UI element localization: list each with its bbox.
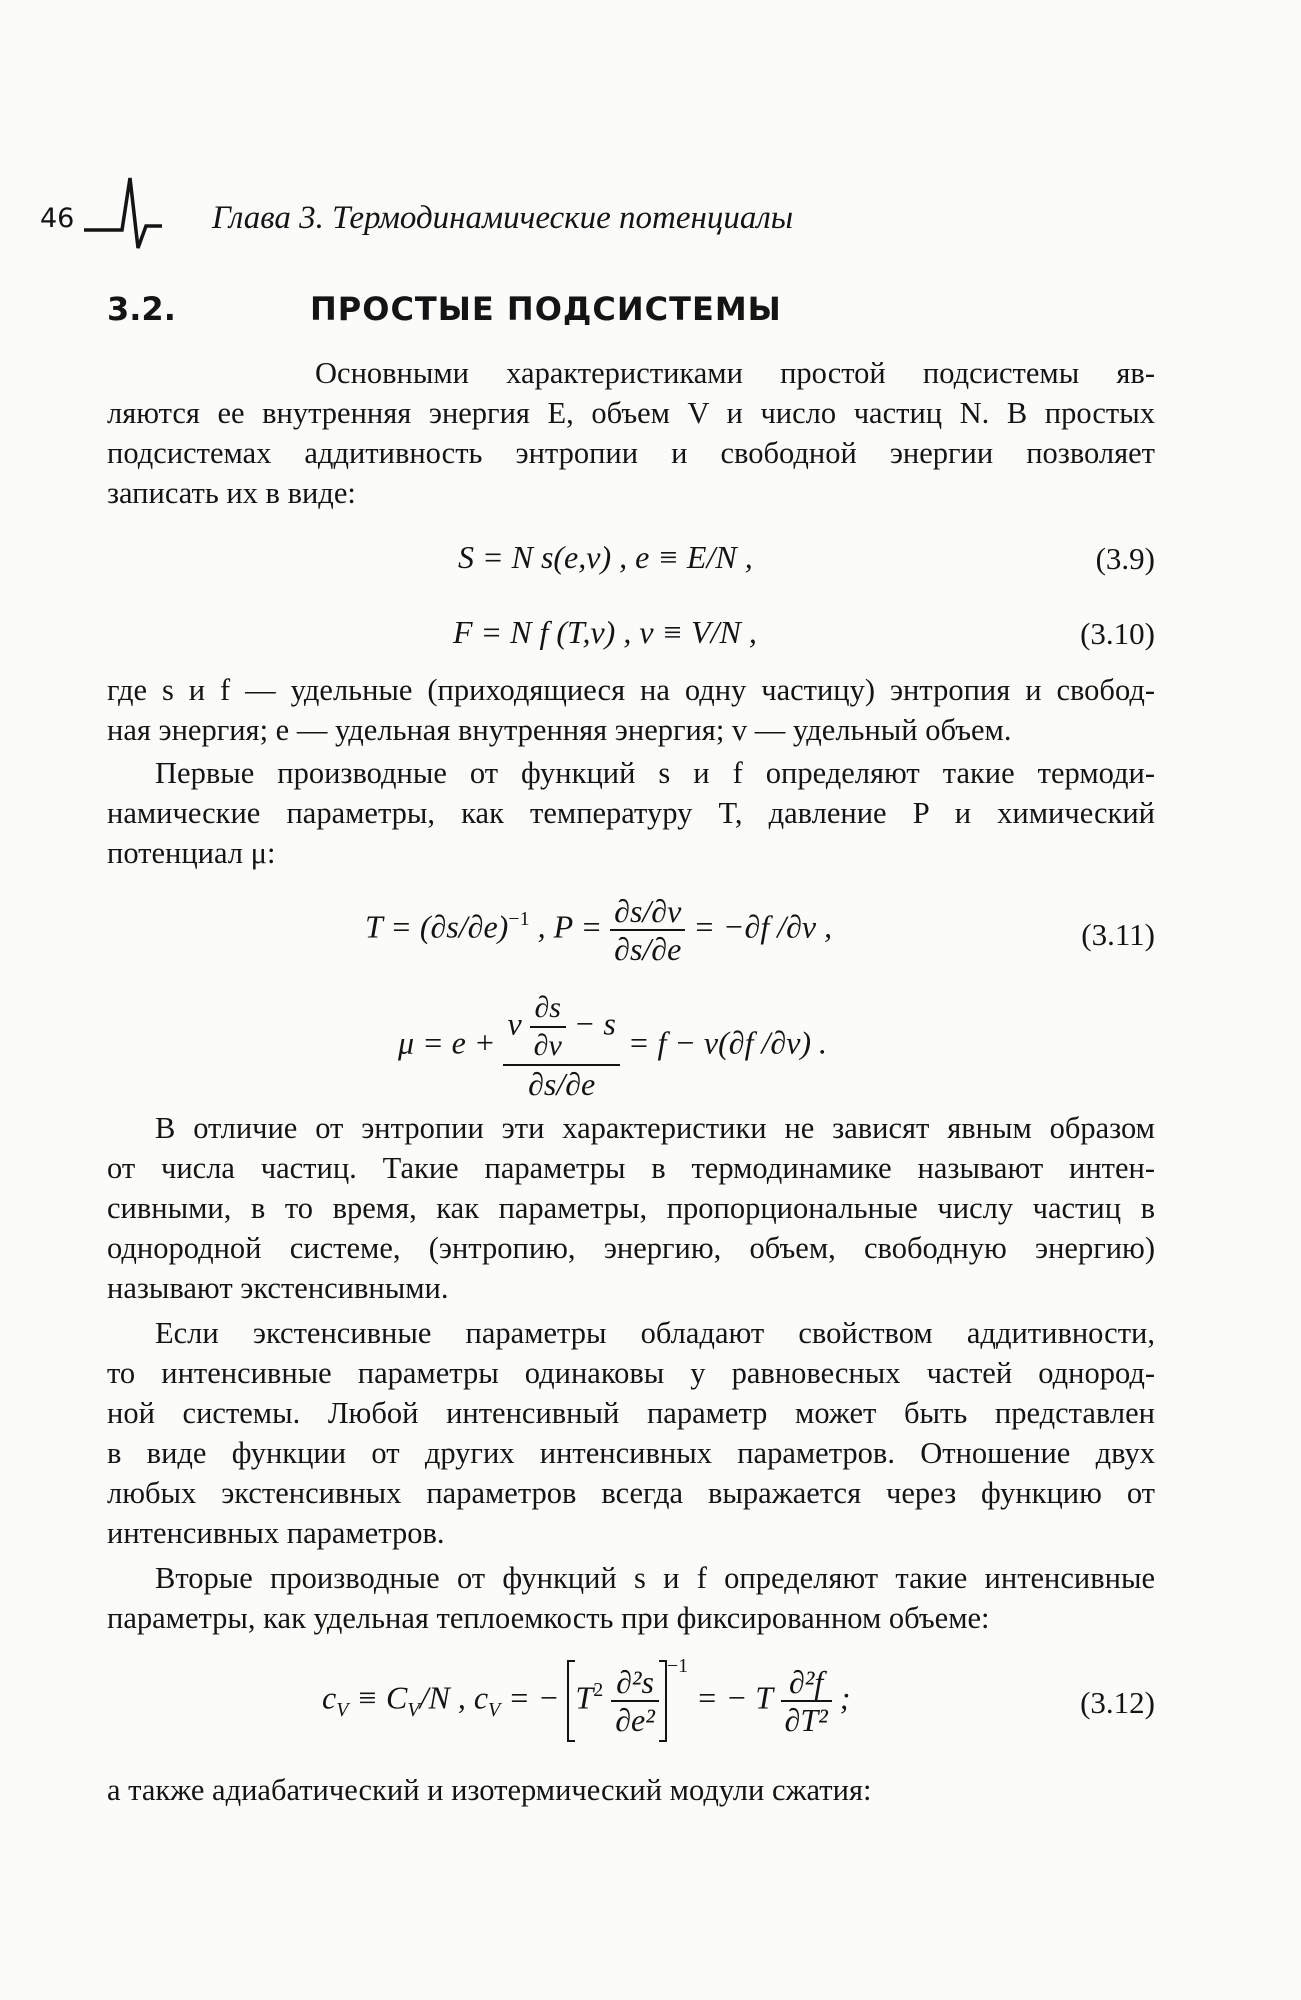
eq-fraction	[781, 1664, 832, 1738]
eq-term: = −∂f /∂v ,	[693, 908, 833, 945]
text-line: подсистемах аддитивность энтропии и свободной энергии позволяет	[107, 436, 1155, 470]
equation-3-11	[365, 893, 832, 967]
section-number: 3.2.	[107, 290, 176, 328]
eq-fraction	[611, 1664, 659, 1738]
equation-3-12	[322, 1655, 851, 1742]
eq-term: ;	[839, 1679, 851, 1716]
eq-term: T	[575, 1679, 594, 1716]
eq-term: μ = e +	[398, 1024, 496, 1061]
text-line: однородной системе, (энтропию, энергию, объем, свободную энергию)	[107, 1231, 1155, 1265]
eq-term: − s	[573, 1005, 616, 1042]
equation-3-10: F = N f (T,v) , v ≡ V/N ,	[453, 614, 757, 650]
eq-term: , P =	[537, 908, 603, 945]
eq-denominator: ∂s/∂e	[614, 931, 682, 967]
eq-term: /N , c	[419, 1679, 489, 1716]
equation-number: (3.9)	[1095, 541, 1155, 576]
eq-denominator: ∂T²	[784, 1702, 828, 1738]
text-line: В отличие от энтропии эти характеристики не зависят явным образом	[155, 1111, 1155, 1145]
eq-numerator: ∂s/∂v	[610, 893, 685, 931]
eq-term: ≡ C	[356, 1679, 408, 1716]
text-line: записать их в виде:	[107, 476, 356, 510]
text-line: называют экстенсивными.	[107, 1271, 449, 1305]
eq-denominator: ∂v	[533, 1029, 562, 1062]
eq-fraction	[503, 990, 619, 1102]
chapter-title: Глава 3. Термодинамические потенциалы	[212, 200, 794, 236]
text-line: ной системы. Любой интенсивный параметр может быть представлен	[107, 1396, 1155, 1430]
text-line: интенсивных параметров.	[107, 1516, 445, 1550]
section-title: ПРОСТЫЕ ПОДСИСТЕМЫ	[310, 290, 782, 328]
text-line: от числа частиц. Такие параметры в термодинамике называют интен-	[107, 1151, 1155, 1185]
text-line: потенциал μ:	[107, 836, 276, 870]
eq-numerator: ∂²s	[611, 1664, 659, 1702]
eq-term: c	[322, 1679, 337, 1716]
equation-number: (3.11)	[1081, 917, 1155, 952]
eq-subscript: V	[488, 1699, 501, 1722]
equation-mu	[398, 990, 827, 1102]
text-line: ная энергия; e — удельная внутренняя энергия; v — удельный объем.	[107, 713, 1012, 747]
text-line: а также адиабатический и изотермический модули сжатия:	[107, 1773, 872, 1807]
eq-numerator: ∂²f	[781, 1664, 832, 1702]
eq-exponent: 2	[593, 1679, 604, 1702]
eq-exponent: −1	[508, 908, 530, 931]
text-line: Первые производные от функций s и f определяют такие термоди-	[155, 756, 1155, 790]
eq-subscript: V	[407, 1699, 420, 1722]
eq-term: = f − v(∂f /∂v) .	[627, 1024, 828, 1061]
eq-term: = − T	[696, 1679, 773, 1716]
pulse-icon	[80, 168, 180, 258]
eq-fraction	[610, 893, 685, 967]
eq-denominator: ∂s/∂e	[528, 1066, 596, 1102]
equation-3-9: S = N s(e,v) , e ≡ E/N ,	[458, 539, 753, 575]
text-line: любых экстенсивных параметров всегда выражается через функцию от	[107, 1476, 1155, 1510]
eq-term: T = (∂s/∂e)	[365, 908, 509, 945]
text-line: ляются ее внутренняя энергия E, объем V и число частиц N. В простых	[107, 396, 1155, 430]
eq-term: v	[507, 1005, 522, 1042]
eq-numerator	[503, 990, 619, 1066]
eq-numerator: ∂s	[530, 990, 566, 1028]
right-bracket	[659, 1660, 667, 1742]
text-line: Основными характеристиками простой подсистемы яв-	[315, 356, 1155, 390]
text-line: параметры, как удельная теплоемкость при фиксированном объеме:	[107, 1601, 990, 1635]
text-line: Вторые производные от функций s и f определяют такие интенсивные	[155, 1561, 1155, 1595]
eq-term: = −	[508, 1679, 560, 1716]
eq-exponent: −1	[666, 1655, 689, 1678]
page-number: 46	[40, 203, 75, 234]
text-line: намические параметры, как температуру T, давление P и химический	[107, 796, 1155, 830]
equation-number: (3.10)	[1080, 616, 1155, 651]
text-line: то интенсивные параметры одинаковы у равновесных частей однород-	[107, 1356, 1155, 1390]
text-line: Если экстенсивные параметры обладают свойством аддитивности,	[155, 1316, 1155, 1350]
text-line: где s и f — удельные (приходящиеся на одну частицу) энтропия и свобод-	[107, 673, 1155, 707]
eq-denominator: ∂e²	[615, 1702, 655, 1738]
text-line: сивными, в то время, как параметры, пропорциональные числу частиц в	[107, 1191, 1155, 1225]
text-line: в виде функции от других интенсивных параметров. Отношение двух	[107, 1436, 1155, 1470]
eq-subscript: V	[336, 1699, 349, 1722]
equation-number: (3.12)	[1080, 1685, 1155, 1720]
eq-fraction	[530, 990, 566, 1064]
